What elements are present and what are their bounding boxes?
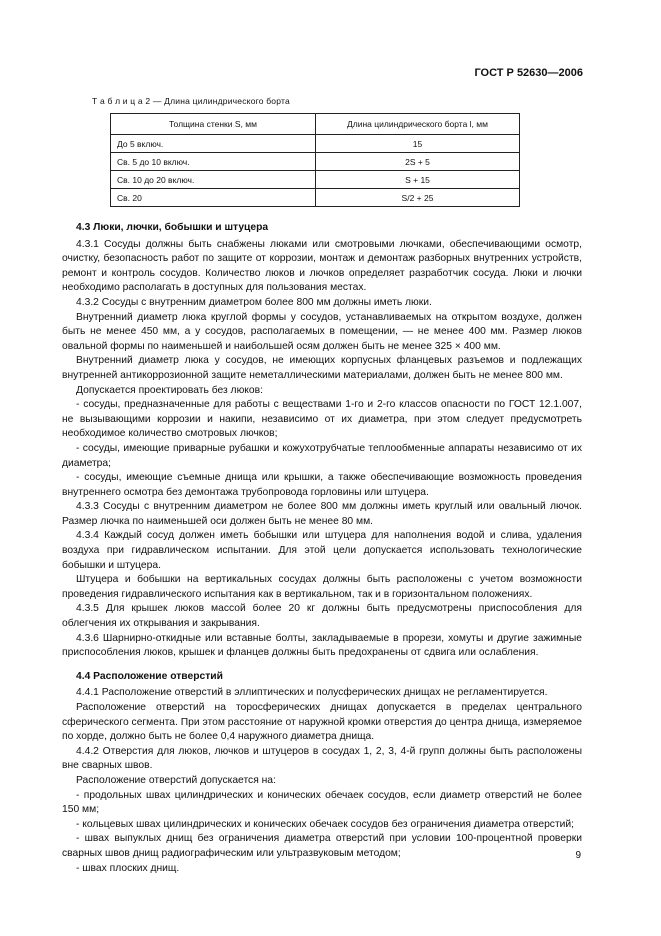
paragraph: Внутренний диаметр люка у сосудов, не имеющих корпусных фланцевых разъемов и подлежащих внутренней антикоррозионной защите неметаллическими материалами, должен быть не менее 800 мм. [62,355,582,381]
list-item: - сосуды, имеющие приварные рубашки и кожухотрубчатые теплообменные аппараты независимо от их диаметра; [62,442,582,469]
list-item: - сосуды, имеющие съемные днища или крышки, а также обеспечивающие возможность проведения внутреннего осмотра без демонтажа трубопровода горловины или штуцера. [62,472,582,498]
paragraph: 4.3.3 Сосуды с внутренним диаметром не более 800 мм должны иметь круглый или овальный лючок. Размер лючка по наименьшей оси должен быть не менее 80 мм. [62,501,582,527]
table-cell: 2S + 5 [316,153,520,171]
paragraph: 4.3.5 Для крышек люков массой более 20 кг должны быть предусмотрены приспособления для облегчения их открывания и закрывания. [62,603,582,630]
paragraph: 4.3.1 Сосуды должны быть снабжены люками или смотровыми лючками, обеспечивающими осмотр, очистку, безопасность работ по защите от коррозии, монтаж и демонтаж разборных внутренних устройств, ремонт и контроль сосудов. Количество люков и лючков определяет разработчик сосуда. Люки и лючки необходимо располагать в доступных для пользования местах. [62,238,582,294]
table-header-row [111,114,520,135]
list-item: - продольных швах цилиндрических и конических обечаек сосудов, если диаметр отверстий не более 150 мм; [62,789,582,816]
document-header: ГОСТ Р 52630—2006 [474,67,583,79]
paragraph: Расположение отверстий на торосферических днищах допускается в пределах центрального сферического сегмента. При этом расстояние от наружной кромки отверстия до центра днища, измеряемое по хорде, должно быть не более 0,4 наружного диаметра днища. [62,702,582,743]
paragraph: 4.3.4 Каждый сосуд должен иметь бобышки или штуцера для наполнения водой и слива, удаления воздуха при гидравлическом испытании. Для этой цели допускается использовать технологические бобышки и штуцера. [62,530,582,571]
list-item: - кольцевых швах цилиндрических и конических обечаек сосудов без ограничения диаметра отверстий; [76,818,575,830]
table-cell: Св. 10 до 20 включ. [111,171,316,189]
table-header-cell: Толщина стенки S, мм [111,114,316,135]
table-row [111,135,520,153]
table-cell: 15 [316,135,520,153]
table-row [111,153,520,171]
paragraph: 4.4.1 Расположение отверстий в эллиптических и полусферических днищах не регламентируется. [76,687,548,699]
table-row [111,189,520,207]
table-cell: Св. 5 до 10 включ. [111,153,316,171]
table-header-cell: Длина цилиндрического борта l, мм [316,114,520,135]
table-caption: Т а б л и ц а 2 — Длина цилиндрического борта [92,96,290,106]
table-row [111,171,520,189]
paragraph: 4.4.2 Отверстия для люков, лючков и штуцеров в сосудах 1, 2, 3, 4-й групп должны быть расположены вне сварных швов. [62,745,582,772]
section-heading: 4.4 Расположение отверстий [76,670,223,682]
list-item: - швах выпуклых днищ без ограничения диаметра отверстий при условии 100-процентной проверки сварных швов днищ радиографическим или ультразвуковым методом; [62,833,582,859]
table-cell: S + 15 [316,171,520,189]
paragraph: Внутренний диаметр люка круглой формы у сосудов, устанавливаемых на открытом воздухе, должен быть не менее 450 мм, а у сосудов, располагаемых в помещении, — не менее 400 мм. Размер люков овальной формы по наименьшей и наибольшей осям должен быть не менее 325 × 400 мм. [62,311,582,352]
page-number: 9 [575,850,581,861]
table-cell: До 5 включ. [111,135,316,153]
paragraph: 4.3.2 Сосуды с внутренним диаметром более 800 мм должны иметь люки. [76,296,432,308]
paragraph: Штуцера и бобышки на вертикальных сосудах должны быть расположены с учетом возможности проведения гидравлического испытания как в вертикальном, так и в горизонтальном положениях. [62,574,582,600]
paragraph: Расположение отверстий допускается на: [76,774,276,786]
list-item: - сосуды, предназначенные для работы с веществами 1-го и 2-го классов опасности по ГОСТ 12.1.007, не вызывающими коррозии и накипи, независимо от их диаметра, при этом следует предусмотреть необходимое количество смотровых лючков; [62,399,582,440]
list-item: - швах плоских днищ. [76,862,180,874]
paragraph: Допускается проектировать без люков: [76,384,263,396]
wall-thickness-table [110,113,520,207]
table-cell: S/2 + 25 [316,189,520,207]
document-body [62,221,582,876]
table-cell: Св. 20 [111,189,316,207]
paragraph: 4.3.6 Шарнирно-откидные или вставные болты, закладываемые в прорези, хомуты и другие зажимные приспособления люков, крышек и фланцев должны быть предохранены от сдвига или ослабления. [62,632,582,659]
section-heading: 4.3 Люки, лючки, бобышки и штуцера [76,222,269,233]
